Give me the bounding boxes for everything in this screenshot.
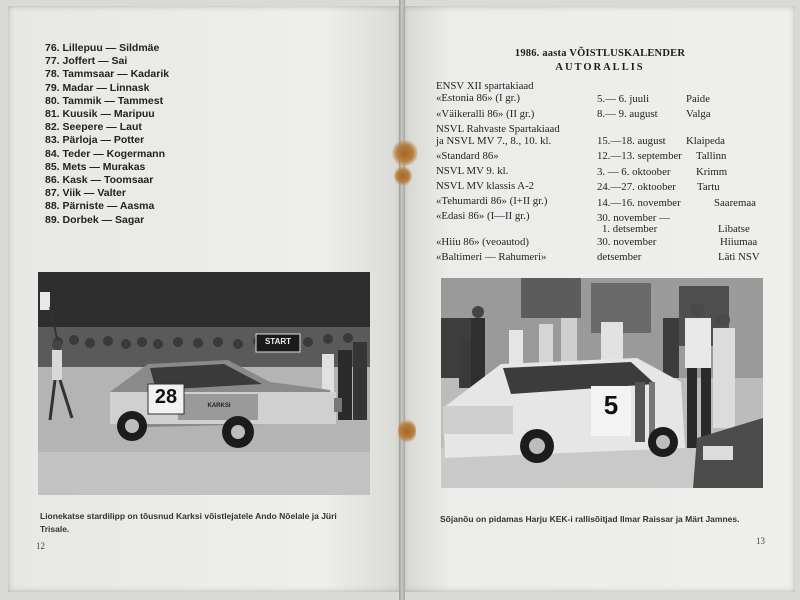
event-label: ENSV XII spartakiaad (436, 80, 534, 92)
event-label: NSVL MV klassis A-2 (436, 180, 535, 192)
event-place: Läti NSV (718, 251, 760, 263)
car-door-text: KARKSI (207, 403, 231, 409)
list-item: 85. Mets — Murakas (45, 160, 146, 173)
event-label: «Edasi 86» (I—II gr.) (436, 210, 530, 222)
event-place: Saaremaa (714, 197, 756, 209)
list-item: 79. Madar — Linnask (45, 81, 150, 94)
list-item: 78. Tammsaar — Kadarik (45, 68, 170, 81)
paper-stain (398, 418, 416, 444)
start-sign-label: START (264, 337, 292, 346)
list-item: 89. Dorbek — Sagar (45, 213, 145, 226)
event-label: ja NSVL MV 7., 8., 10. kl. (436, 135, 552, 147)
list-item: 77. Joffert — Sai (45, 55, 128, 68)
event-date: 8.— 9. august (597, 108, 658, 120)
calendar-subtitle: AUTORALLIS (555, 62, 645, 73)
event-place: Hiiumaa (720, 236, 758, 248)
event-date: 30. november (597, 236, 657, 248)
event-place: Klaipeda (686, 135, 725, 147)
event-label: NSVL Rahvaste Spartakiaad (436, 123, 560, 135)
car-number: 28 (154, 386, 178, 408)
left-photo-caption: Lionekatse stardilipp on tõusnud Karksi võistlejatele Ando Nõelale ja Jüri Trisale. (40, 511, 337, 534)
crew-list (45, 42, 169, 227)
page-number-left: 12 (36, 541, 45, 551)
list-item: 88. Pärniste — Aasma (45, 200, 155, 213)
list-item: 80. Tammik — Tammest (45, 94, 164, 107)
event-date: 14.—16. november (597, 197, 681, 209)
paper-stain (394, 166, 412, 186)
event-label: «Väikeralli 86» (II gr.) (436, 108, 535, 120)
paper-stain (392, 140, 418, 166)
list-item: 84. Teder — Kogermann (45, 147, 166, 160)
list-item: 87. Viik — Valter (45, 187, 126, 200)
event-date: 24.—27. oktoober (597, 181, 676, 193)
calendar-title: 1986. aasta VÕISTLUSKALENDER (514, 48, 686, 59)
event-label: «Estonia 86» (I gr.) (436, 92, 520, 104)
rally-pit-illustration (441, 278, 763, 488)
event-label: NSVL MV 9. kl. (436, 165, 509, 177)
event-place: Tallinn (696, 150, 727, 162)
event-label: «Hiiu 86» (veoautod) (436, 236, 529, 248)
list-item: 82. Seepere — Laut (45, 121, 142, 134)
event-date: 5.— 6. juuli (597, 93, 650, 105)
event-place: Krimm (696, 166, 728, 178)
event-date: 15.—18. august (597, 135, 666, 147)
car-number: 5 (603, 390, 619, 420)
list-item: 81. Kuusik — Maripuu (45, 108, 155, 121)
event-date: 30. november — (597, 212, 670, 224)
event-date: 1. detsember (602, 223, 658, 235)
rally-start-illustration (38, 272, 370, 495)
list-item: 83. Pärloja — Potter (45, 134, 145, 147)
event-date: 12.—13. september (597, 150, 682, 162)
event-label: «Tehumardi 86» (I+II gr.) (436, 195, 548, 207)
event-label: «Standard 86» (436, 150, 499, 162)
event-place: Paide (686, 93, 710, 105)
event-place: Tartu (697, 181, 720, 193)
rally-pit-photo (441, 278, 763, 488)
event-date: detsember (597, 251, 642, 263)
event-date: 3. — 6. oktoober (597, 166, 671, 178)
event-label: «Baltimeri — Rahumeri» (436, 251, 547, 263)
rally-start-photo (38, 272, 370, 495)
right-photo-caption: Sõjanõu on pidamas Harju KEK-i rallisõitjad Ilmar Raissar ja Märt Jamnes. (440, 514, 740, 524)
list-item: 86. Kask — Toomsaar (45, 174, 154, 187)
event-place: Valga (686, 108, 711, 120)
list-item: 76. Lillepuu — Sildmäe (45, 42, 160, 54)
page-number-right: 13 (756, 536, 765, 546)
event-place: Libatse (718, 223, 750, 235)
book-gutter (399, 0, 405, 600)
